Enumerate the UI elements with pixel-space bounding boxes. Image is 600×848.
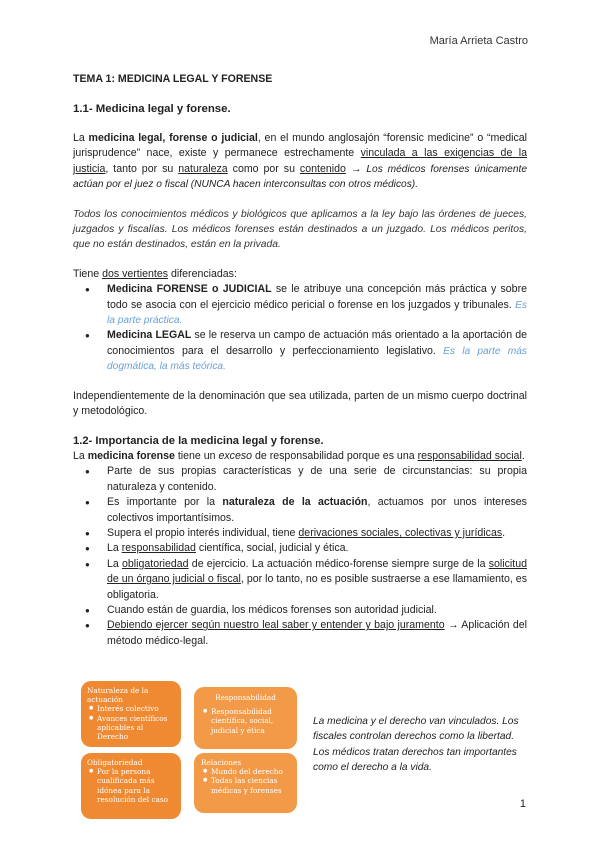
diagram-box-title: Naturaleza de la actuación (87, 686, 149, 705)
vertientes-lead: Tiene dos vertientes diferenciadas: (73, 267, 237, 280)
section-2-title: 1.2- Importancia de la medicina legal y forense. (73, 434, 324, 447)
list-item: ● Debiendo ejercer según nuestro leal saber y entender y bajo juramento → Aplicación del método médico-legal. (73, 618, 527, 649)
list-item: ● Avances científicos aplicables al Derecho (87, 714, 175, 742)
list-item: ● Medicina FORENSE o JUDICIAL se le atribuye una concepción más práctica y sobre todo se asocia con el ejercicio médico pericial o forense en los juzgados y tribunales. Es la parte práctica. (73, 282, 527, 328)
list-item: ● Supera el propio interés individual, tiene derivaciones sociales, colectivas y jurídicas. (73, 526, 527, 541)
diagram-box-naturaleza (81, 681, 181, 747)
list-item: ● Todas las ciencias médicas y forenses (201, 776, 290, 794)
list-item: ● La responsabilidad científica, social, judicial y ética. (73, 541, 527, 556)
closing-paragraph: Independientemente de la denominación que sea utilizada, parten de un mismo cuerpo doctrinal y metodológico. (73, 389, 527, 418)
diagram-box-obligatoriedad (81, 753, 181, 819)
italic-note: Todos los conocimientos médicos y biológicos que aplicamos a la ley bajo las órdenes de jueces, juzgados y fiscalías. Los médicos forenses están destinados a un juzgado. Los médicos peritos, que no están destinados, están en la privada. (73, 208, 527, 251)
list-item: ● Por la persona cualificada más idónea para la resolución del caso (87, 767, 175, 804)
diagram-box-title: Obligatoriedad (87, 758, 143, 767)
list-item: ● Es importante por la naturaleza de la actuación, actuamos por unos intereses colectivos importantísimos. (73, 495, 527, 526)
list-item: ● Medicina LEGAL se le reserva un campo de actuación más orientado a la aportación de conocimientos para el desarrollo y perfeccionamiento legislativo. Es la parte más dogmática, la más teórica. (73, 328, 527, 374)
diagram-box-title: Relaciones (201, 758, 242, 767)
list-item: ● Parte de sus propias características y de una serie de circunstancias: su propia naturaleza y contenido. (73, 464, 527, 495)
diagram-box-responsabilidad (194, 687, 297, 749)
section-1-title: 1.1- Medicina legal y forense. (73, 103, 231, 115)
list-item: ● Cuando están de guardia, los médicos forenses son autoridad judicial. (73, 603, 527, 618)
section-1-intro: La medicina legal, forense o judicial, en el mundo anglosajón “forensic medicine” o “medical jurisprudence” nace, existe y permanece estrechamente vinculada a las exigencias de la justicia, tanto por su naturaleza como por su contenido → Los médicos forenses únicamente actúan por el juez o fiscal (NUNCA hacen interconsultas con otros médicos). (73, 132, 528, 191)
document-body (73, 72, 527, 649)
list-item: ● Responsabilidad científica, social, judicial y ética (201, 707, 290, 735)
section-2-intro: La medicina forense tiene un exceso de responsabilidad porque es una responsabilidad social. (73, 449, 525, 462)
diagram-box-title: Responsabilidad (215, 693, 276, 702)
list-item: ● La obligatoriedad de ejercicio. La actuación médico-forense siempre surge de la solicitud de un órgano judicial o fiscal, por lo tanto, no es posible sustraerse a ese llamamiento, es obligatoria. (73, 557, 527, 603)
page-number: 1 (519, 798, 526, 810)
list-item: ● Interés colectivo (87, 704, 175, 713)
topic-title: TEMA 1: MEDICINA LEGAL Y FORENSE (73, 73, 273, 85)
list-item: ● Mundo del derecho (201, 767, 290, 776)
diagram-box-relaciones (194, 753, 297, 813)
concept-diagram (81, 681, 301, 819)
side-note: La medicina y el derecho van vinculados. Los fiscales controlan derechos como la libertad. Los médicos tratan derechos tan importantes como el derecho a la vida. (313, 716, 519, 774)
author-name: María Arrieta Castro (429, 35, 528, 47)
importance-list (73, 464, 527, 649)
vertientes-list (73, 282, 527, 374)
